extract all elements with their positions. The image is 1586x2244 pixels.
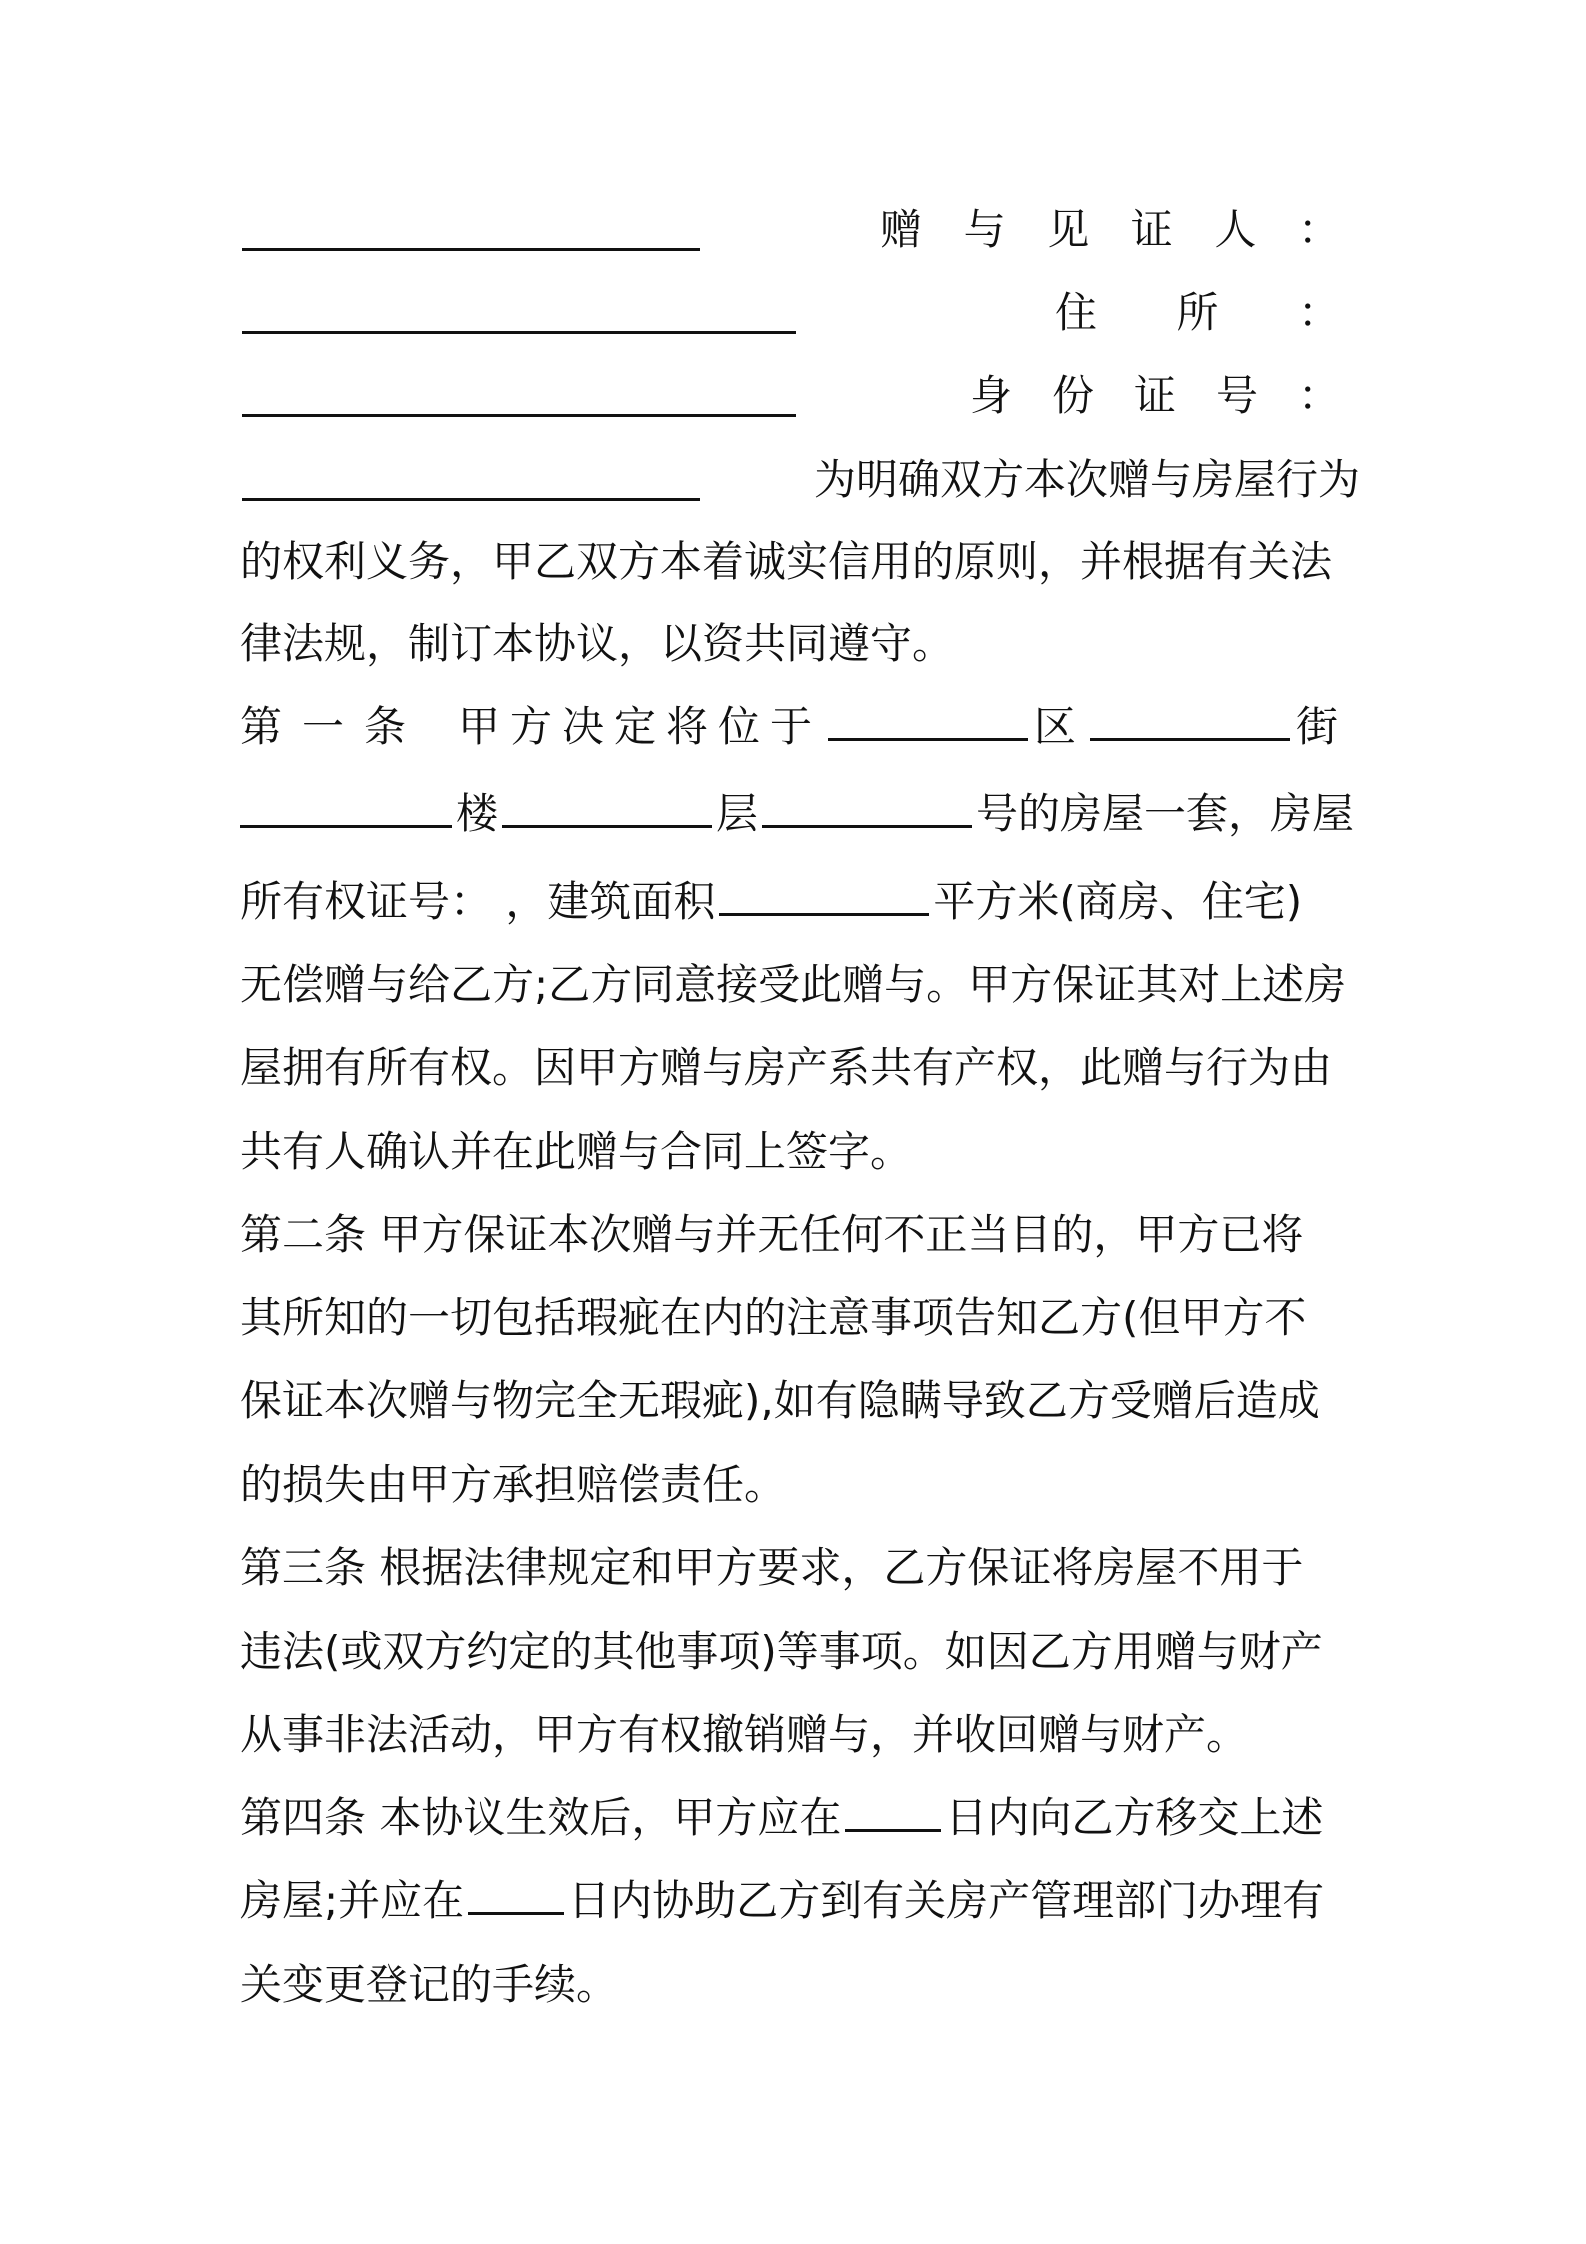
article1-line-4: 无偿赠与给乙方;乙方同意接受此赠与。甲方保证其对上述房 [240, 960, 1347, 1009]
intro-line-1 [240, 450, 1360, 510]
witness-label: 赠 与 见 证 人 ： [880, 205, 1340, 254]
street-label: 街 [1296, 702, 1339, 751]
building-blank[interactable] [240, 785, 452, 828]
article3-line-1: 第三条 根据法律规定和甲方要求，乙方保证将房屋不用于 [240, 1543, 1304, 1592]
address-field-row [240, 283, 1360, 343]
article3-line-3: 从事非法活动，甲方有权撤销赠与，并收回赠与财产。 [240, 1710, 1249, 1759]
intro-text-1: 为明确双方本次赠与房屋行为 [813, 455, 1360, 504]
address-blank[interactable] [242, 291, 796, 334]
article4-line-3: 关变更登记的手续。 [240, 1960, 619, 2009]
number-label: 号的房屋一套，房屋 [976, 789, 1355, 838]
intro-line-2: 的权利义务，甲乙双方本着诚实信用的原则，并根据有关法 [240, 537, 1333, 586]
article1-heading: 第一条 [240, 702, 427, 751]
handover-days-blank[interactable] [845, 1789, 941, 1832]
id-number-label: 身 份 证 号 ： [970, 371, 1340, 420]
article4-line-1 [240, 1788, 1360, 1848]
id-number-blank[interactable] [242, 374, 796, 417]
id-number-field-row [240, 366, 1360, 426]
article1-line-1 [240, 697, 1360, 757]
article4-line-2 [240, 1871, 1360, 1931]
article4-text-c: 房屋;并应在 [240, 1876, 465, 1925]
title-cert-text: 所有权证号： ，建筑面积 [240, 877, 716, 926]
document-page [240, 0, 1360, 2244]
area-blank[interactable] [719, 873, 929, 916]
article1-text-a: 甲方决定将位于 [458, 702, 823, 751]
street-blank[interactable] [1090, 698, 1290, 741]
article4-text-a: 第四条 本协议生效后，甲方应在 [240, 1793, 842, 1842]
floor-label: 层 [716, 789, 759, 838]
article2-line-4: 的损失由甲方承担赔偿责任。 [240, 1460, 787, 1509]
article2-line-1: 第二条 甲方保证本次赠与并无任何不正当目的，甲方已将 [240, 1210, 1304, 1259]
article1-line-6: 共有人确认并在此赠与合同上签字。 [240, 1127, 913, 1176]
intro-blank[interactable] [242, 458, 700, 501]
registration-days-blank[interactable] [468, 1872, 564, 1915]
article4-text-d: 日内协助乙方到有关房产管理部门办理有 [568, 1876, 1325, 1925]
area-unit-text: 平方米(商房、住宅) [933, 877, 1303, 926]
article4-text-b: 日内向乙方移交上述 [945, 1793, 1324, 1842]
article2-line-2: 其所知的一切包括瑕疵在内的注意事项告知乙方(但甲方不 [240, 1293, 1307, 1342]
building-label: 楼 [456, 789, 499, 838]
witness-field-row [240, 200, 1360, 260]
article1-line-3 [240, 872, 1360, 932]
district-label: 区 [1034, 702, 1077, 751]
number-blank[interactable] [762, 785, 972, 828]
article1-line-2 [240, 784, 1360, 844]
district-blank[interactable] [828, 698, 1028, 741]
article3-line-2: 违法(或双方约定的其他事项)等事项。如因乙方用赠与财产 [240, 1627, 1323, 1676]
article2-line-3: 保证本次赠与物完全无瑕疵),如有隐瞒导致乙方受赠后造成 [240, 1376, 1320, 1425]
article1-line-5: 屋拥有所有权。因甲方赠与房产系共有产权，此赠与行为由 [240, 1043, 1333, 1092]
address-label: 住 所 ： [1055, 288, 1340, 337]
intro-line-3: 律法规，制订本协议，以资共同遵守。 [240, 619, 955, 668]
floor-blank[interactable] [502, 785, 712, 828]
witness-blank[interactable] [242, 208, 700, 251]
